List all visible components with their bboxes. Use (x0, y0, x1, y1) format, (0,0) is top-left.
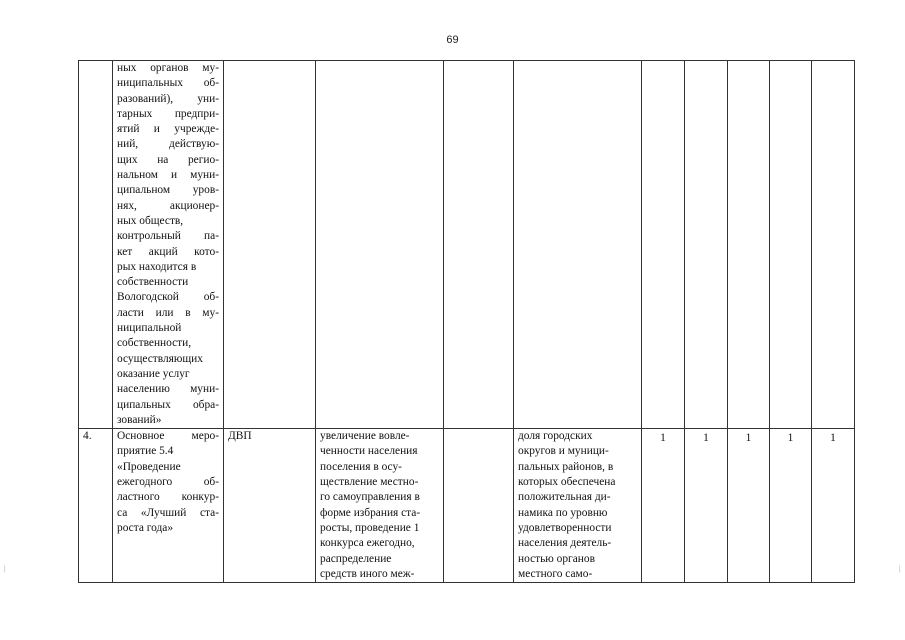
indicator-row4-line: намика по уровню (518, 506, 608, 519)
name-continued-line: осуществляющих (117, 352, 203, 365)
program-table (78, 60, 855, 583)
name-continued-line: ципальных обра- (117, 398, 219, 411)
cell-indicator-empty (514, 61, 642, 429)
result-row4-line: конкурса ежегодно, (320, 537, 415, 550)
indicator-row4-line: которых обеспечена (518, 476, 616, 489)
indicator-row4-line: населения деятель- (518, 537, 612, 550)
name-continued-line: нях, акционер- (117, 199, 219, 212)
name-continued-line: Вологодской об- (117, 291, 219, 304)
name-continued-line: нальном и муни- (117, 169, 219, 182)
name-continued-line: ных органов му- (117, 62, 219, 74)
cell-value-empty-2 (685, 61, 728, 429)
name-row4-line: приятие 5.4 (117, 445, 174, 458)
name-continued-line: ниципальной (117, 322, 182, 335)
name-continued-line: кет акций кото- (117, 245, 219, 258)
name-row4-line: ежегодного об- (117, 476, 219, 489)
cell-indicator (514, 429, 642, 583)
table-row-continued (79, 61, 855, 429)
name-row4-line: ластного конкур- (117, 491, 219, 504)
name-continued-line: ласти или в му- (117, 306, 219, 319)
name-row4-line: Основное меро- (117, 430, 219, 443)
result-row4-line: ченности населения (320, 445, 418, 458)
indicator-row4-text (518, 429, 637, 582)
result-row4-line: форме избрания ста- (320, 506, 421, 519)
cell-value-1: 1 (642, 429, 685, 583)
scan-edge-mark-right: │ (898, 566, 902, 573)
name-continued-line: разований), уни- (117, 92, 219, 105)
name-row4-line: са «Лучший ста- (117, 506, 219, 519)
table-row-4 (79, 429, 855, 583)
indicator-row4-line: доля городских (518, 430, 593, 443)
cell-executor: ДВП (224, 429, 316, 583)
name-continued-line: оказание услуг (117, 367, 190, 380)
name-continued-line: собственности, (117, 337, 192, 350)
name-continued-line: щих на регио- (117, 153, 219, 166)
name-continued-line: ятий и учрежде- (117, 123, 219, 136)
name-continued-line: ципальном уров- (117, 184, 219, 197)
name-row4-line: роста года» (117, 521, 174, 534)
cell-result-empty (316, 61, 444, 429)
cell-value-empty-3 (728, 61, 770, 429)
cell-value-empty-1 (642, 61, 685, 429)
result-row4-line: го самоуправления в (320, 491, 420, 504)
result-row4-text (320, 429, 439, 582)
cell-name (113, 429, 224, 583)
cell-value-3: 1 (728, 429, 770, 583)
cell-executor-empty (224, 61, 316, 429)
result-row4-line: средств иного меж- (320, 567, 415, 580)
name-continued-line: зований» (117, 413, 162, 426)
indicator-row4-line: округов и муници- (518, 445, 609, 458)
cell-value-empty-5 (812, 61, 855, 429)
name-continued-line: ных обществ, (117, 214, 184, 227)
name-continued-line: рых находится в (117, 260, 197, 273)
cell-name-continued (113, 61, 224, 429)
name-continued-line: населению муни- (117, 383, 219, 396)
result-row4-line: распределение (320, 552, 392, 565)
cell-value-4: 1 (770, 429, 812, 583)
cell-result (316, 429, 444, 583)
name-continued-line: ниципальных об- (117, 77, 219, 90)
indicator-row4-line: удовлетворенности (518, 521, 612, 534)
result-row4-line: росты, проведение 1 (320, 521, 420, 534)
result-row4-line: поселения в осу- (320, 460, 402, 473)
name-continued-line: контрольный па- (117, 230, 219, 243)
name-continued-line: ний, действую- (117, 138, 219, 151)
cell-value-5: 1 (812, 429, 855, 583)
page-number: 69 (446, 34, 459, 46)
cell-number: 4. (79, 429, 113, 583)
result-row4-line: ществление местно- (320, 476, 419, 489)
cell-value-2: 1 (685, 429, 728, 583)
result-row4-line: увеличение вовле- (320, 430, 410, 443)
cell-link-empty (444, 61, 514, 429)
indicator-row4-line: местного само- (518, 567, 593, 580)
indicator-row4-line: положительная ди- (518, 491, 611, 504)
name-continued-line: тарных предпри- (117, 107, 219, 120)
name-continued-line: собственности (117, 276, 189, 289)
indicator-row4-line: пальных районов, в (518, 460, 614, 473)
name-row4-text (117, 429, 219, 536)
name-row4-line: «Проведение (117, 460, 181, 473)
scan-edge-mark-left: │ (3, 566, 7, 573)
cell-number-empty (79, 61, 113, 429)
name-continued-text (117, 61, 219, 428)
cell-value-empty-4 (770, 61, 812, 429)
indicator-row4-line: ностью органов (518, 552, 595, 565)
cell-link-empty-row4 (444, 429, 514, 583)
